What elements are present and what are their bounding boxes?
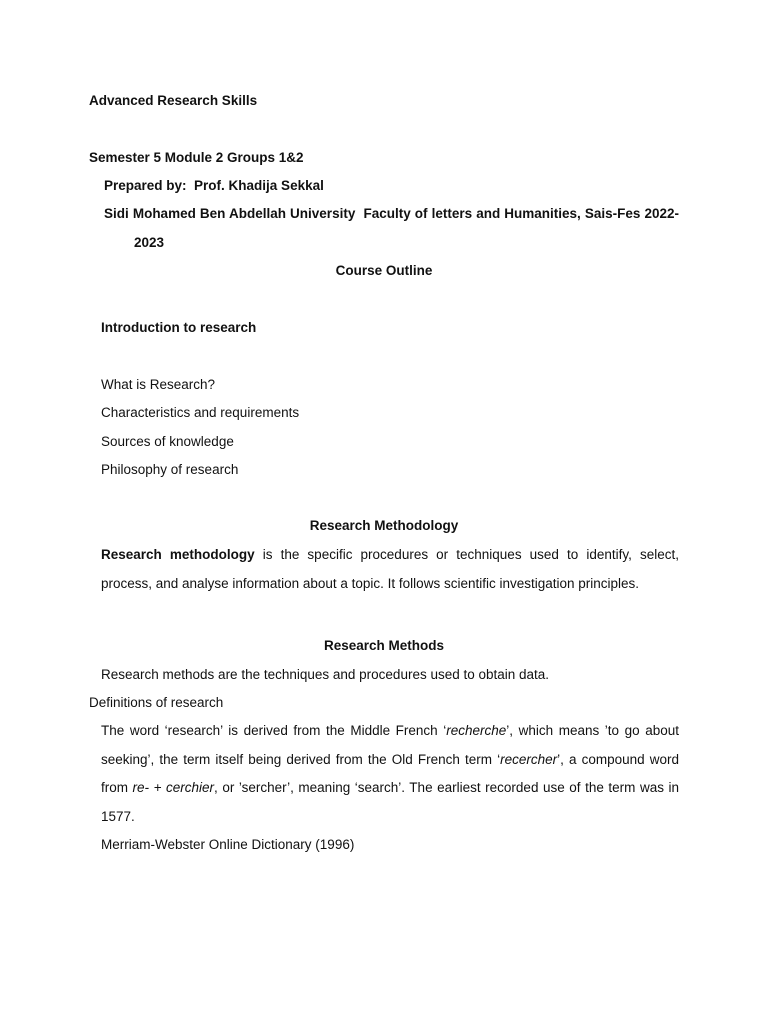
semester-info: Semester 5 Module 2 Groups 1&2 [89,150,304,165]
definition-paragraph [101,717,679,831]
list-item: Sources of knowledge [101,434,234,449]
research-methods-heading: Research Methods [323,638,445,653]
research-methodology-heading: Research Methodology [309,518,459,533]
definition-term: recercher [500,751,558,767]
definition-text: ’, a compound word from [101,751,679,795]
section-title-introduction: Introduction to research [101,320,257,335]
citation-source: Merriam-Webster Online Dictionary (1996) [101,837,355,852]
author-name: Prof. Khadija Sekkal [194,178,324,193]
institution-year: 2023 [134,235,165,250]
prepared-by [104,177,324,195]
definitions-heading: Definitions of research [89,695,224,710]
definition-term: recherche [446,723,507,738]
methodology-definition: is the specific procedures or techniques used to identify, select, process, and analyse information about a topic. It follows scientific investigation principles. [101,547,680,591]
list-item: Philosophy of research [101,462,239,477]
list-item: What is Research? [101,377,216,392]
definition-text: The word ‘research’ is derived from the Middle French ‘ [101,723,447,738]
document-title: Advanced Research Skills [89,93,258,108]
research-methodology-paragraph [101,541,679,598]
definition-term: re- + cerchier [132,780,215,795]
definition-text: , or ’sercher’, meaning ‘search’. The earliest recorded use of the term was in 1577. [101,780,679,824]
course-outline-heading: Course Outline [335,263,433,278]
institution-line: Sidi Mohamed Ben Abdellah University Faculty of letters and Humanities, Sais-Fes 2022- [104,206,679,221]
definition-text: ’, which means ’to go about seeking’, the term itself being derived from the Old French term ‘ [101,723,679,767]
research-methods-text: Research methods are the techniques and procedures used to obtain data. [101,667,550,682]
prepared-by-label: Prepared by: [104,178,187,193]
list-item: Characteristics and requirements [101,405,300,420]
methodology-term: Research methodology [101,547,255,562]
